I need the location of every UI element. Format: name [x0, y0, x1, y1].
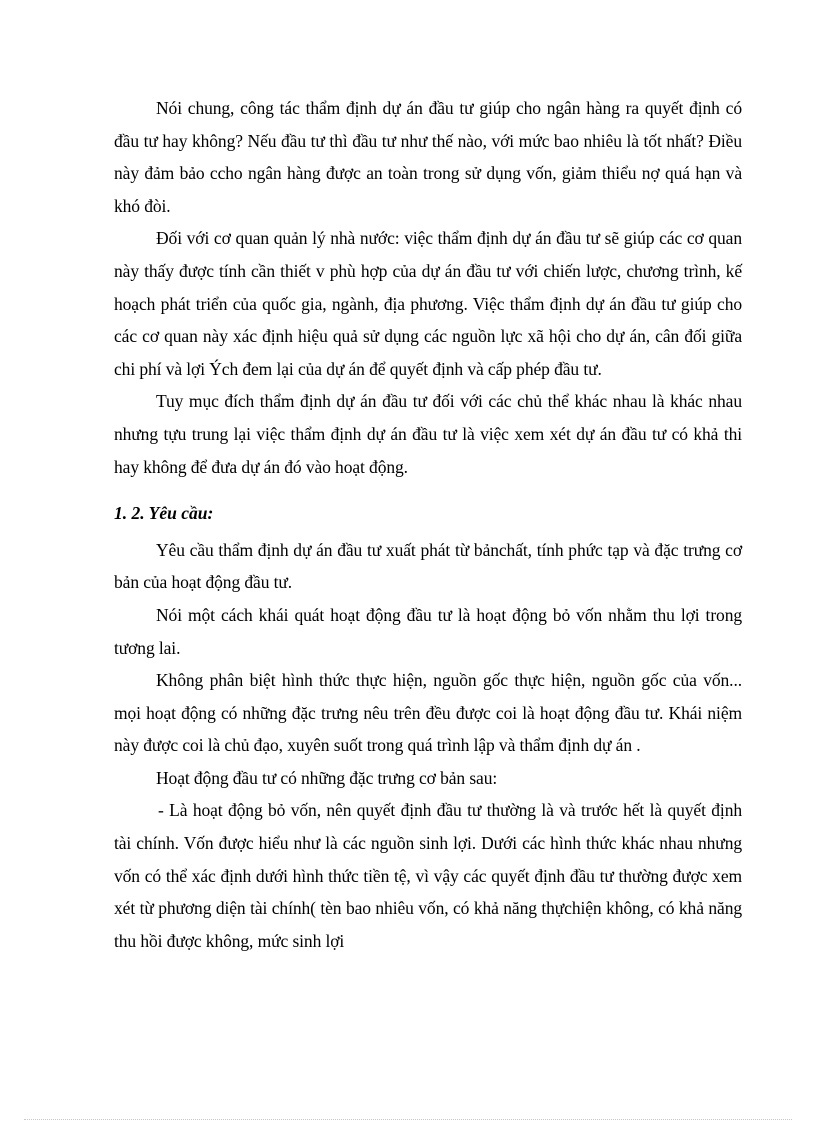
- paragraph-investment-definition: Nói một cách khái quát hoạt động đầu tư là hoạt động bỏ vốn nhằm thu lợi trong tương lai.: [114, 604, 742, 658]
- paragraph-purpose-summary: Tuy mục đích thẩm định dự án đầu tư đối với các chủ thể khác nhau là khác nhau nhưng tựu trung lại việc thẩm định dự án đầu tư là việc xem xét dự án đầu tư có khả thi hay không để đưa dự án đó vào hoạt động.: [114, 391, 742, 477]
- page-bottom-divider: [24, 1119, 792, 1120]
- paragraph-requirements-origin: Yêu cầu thẩm định dự án đầu tư xuất phát từ bảnchất, tính phức tạp và đặc trưng cơ bản của hoạt động đầu tư.: [114, 539, 742, 593]
- section-heading-requirements: 1. 2. Yêu cầu:: [114, 503, 214, 524]
- paragraph-characteristics-intro: Hoạt động đầu tư có những đặc trưng cơ bản sau:: [156, 767, 498, 788]
- paragraph-state-agency: Đối với cơ quan quản lý nhà nước: việc thẩm định dự án đầu tư sẽ giúp các cơ quan này thấy được tính cần thiết v phù hợp của dự án đầu tư với chiến lược, chương trình, kế hoạch phát triển của quốc gia, ngành, địa phương. Việc thẩm định dự án đầu tư giúp cho các cơ quan này xác định hiệu quả sử dụng các nguồn lực xã hội cho dự án, cân đối giữa chi phí và lợi Ých đem lại của dự án để quyết định và cấp phép đầu tư.: [114, 228, 742, 379]
- paragraph-bank-appraisal: Nói chung, công tác thẩm định dự án đầu tư giúp cho ngân hàng ra quyết định có đầu tư hay không? Nếu đầu tư thì đầu tư như thế nào, với mức bao nhiêu là tốt nhất? Điều này đảm bảo ccho ngân hàng được an toàn trong sử dụng vốn, giảm thiểu nợ quá hạn và khó đòi.: [114, 98, 742, 216]
- paragraph-investment-concept: Không phân biệt hình thức thực hiện, nguồn gốc thực hiện, nguồn gốc của vốn... mọi hoạt động có những đặc trưng nêu trên đều được coi là hoạt động đầu tư. Khái niệm này được coi là chủ đạo, xuyên suốt trong quá trình lập và thẩm định dự án .: [114, 670, 742, 756]
- paragraph-characteristic-capital: - Là hoạt động bỏ vốn, nên quyết định đầu tư thường là và trước hết là quyết định tài chính. Vốn được hiểu như là các nguồn sinh lợi. Dưới các hình thức khác nhau nhưng vốn có thể xác định dưới hình thức tiền tệ, vì vậy các quyết định đầu tư thường được xem xét từ phương diện tài chính( tèn bao nhiêu vốn, có khả năng thựchiện không, có khả năng thu hồi được không, mức sinh lợi: [114, 800, 742, 951]
- document-body: [114, 92, 742, 957]
